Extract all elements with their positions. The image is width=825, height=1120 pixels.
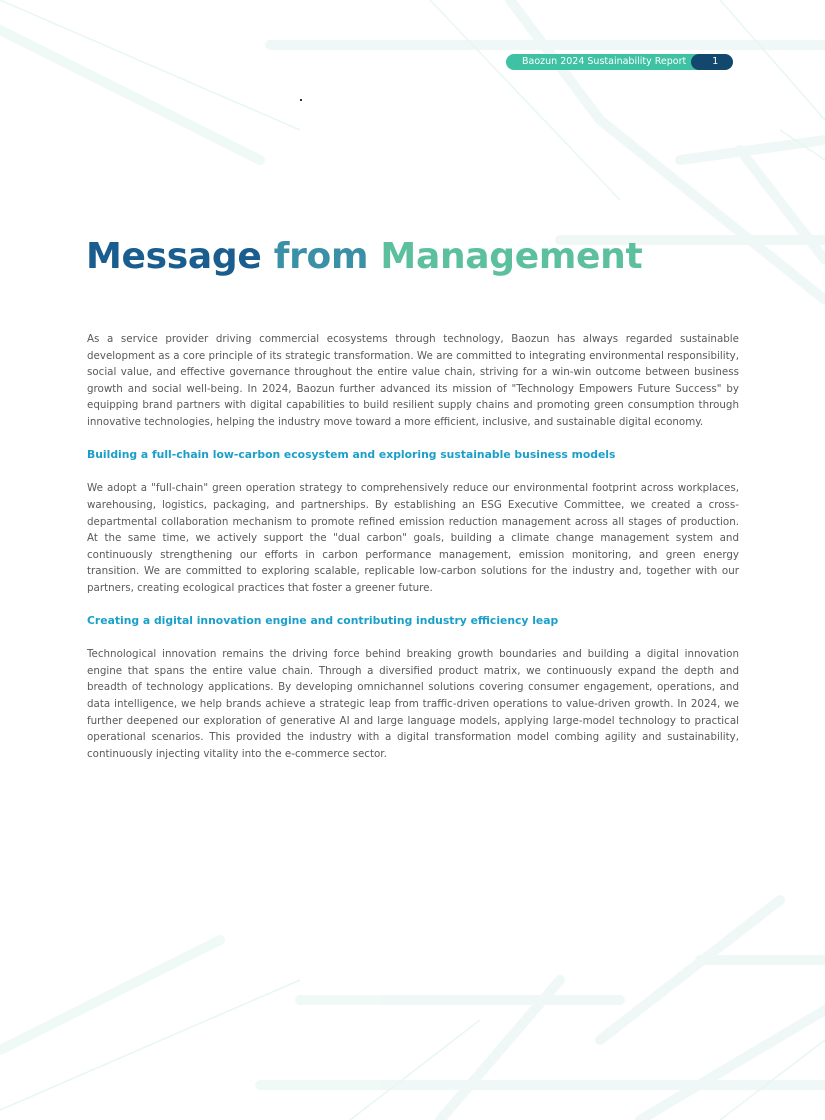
report-title-label: Baozun 2024 Sustainability Report bbox=[506, 54, 699, 70]
message-body bbox=[87, 331, 739, 779]
section-heading-digital-innovation: Creating a digital innovation engine and contributing industry efficiency leap bbox=[87, 614, 559, 628]
title-word-management: Management bbox=[380, 236, 643, 277]
report-header-badge bbox=[506, 54, 733, 70]
title-word-from: from bbox=[273, 236, 369, 277]
section-heading-low-carbon: Building a full-chain low-carbon ecosystem and exploring sustainable business models bbox=[87, 448, 616, 462]
page-number: 1 bbox=[691, 54, 733, 70]
stray-dot bbox=[300, 99, 302, 101]
title-word-message: Message bbox=[86, 236, 262, 277]
intro-paragraph: As a service provider driving commercial ecosystems through technology, Baozun has always regarded sustainable development as a core principle of its strategic transformation. We are committed to integrating environmental responsibility, social value, and effective governance throughout the entire value chain, striving for a win-win outcome between business growth and social well-being. In 2024, Baozun further advanced its mission of "Technology Empowers Future Success" by equipping brand partners with digital capabilities to build resilient supply chains and promoting green consumption through innovative technologies, helping the industry move toward a more efficient, inclusive, and sustainable digital economy. bbox=[87, 333, 739, 428]
section-paragraph-low-carbon: We adopt a "full-chain" green operation strategy to comprehensively reduce our environmental footprint across workplaces, warehousing, logistics, packaging, and partnerships. By establishing an ESG Executive Committee, we created a cross-departmental collaboration mechanism to promote refined emission reduction management across all stages of production. At the same time, we actively support the "dual carbon" goals, building a climate change management system and continuously strengthening our efforts in carbon performance management, emission monitoring, and green energy transition. We are committed to exploring scalable, replicable low-carbon solutions for the industry and, together with our partners, creating ecological practices that foster a greener future. bbox=[87, 482, 739, 594]
page-title bbox=[86, 236, 642, 277]
section-paragraph-digital-innovation: Technological innovation remains the driving force behind breaking growth boundaries and building a digital innovation engine that spans the entire value chain. Through a diversified product matrix, we continuously expand the depth and breadth of technology applications. By developing omnichannel solutions covering consumer engagement, operations, and data intelligence, we help brands achieve a strategic leap from traffic-driven operations to value-driven growth. In 2024, we further deepened our exploration of generative AI and large language models, applying large-model technology to practical operational scenarios. This provided the industry with a digital transformation model combing agility and sustainability, continuously injecting vitality into the e-commerce sector. bbox=[87, 648, 739, 760]
